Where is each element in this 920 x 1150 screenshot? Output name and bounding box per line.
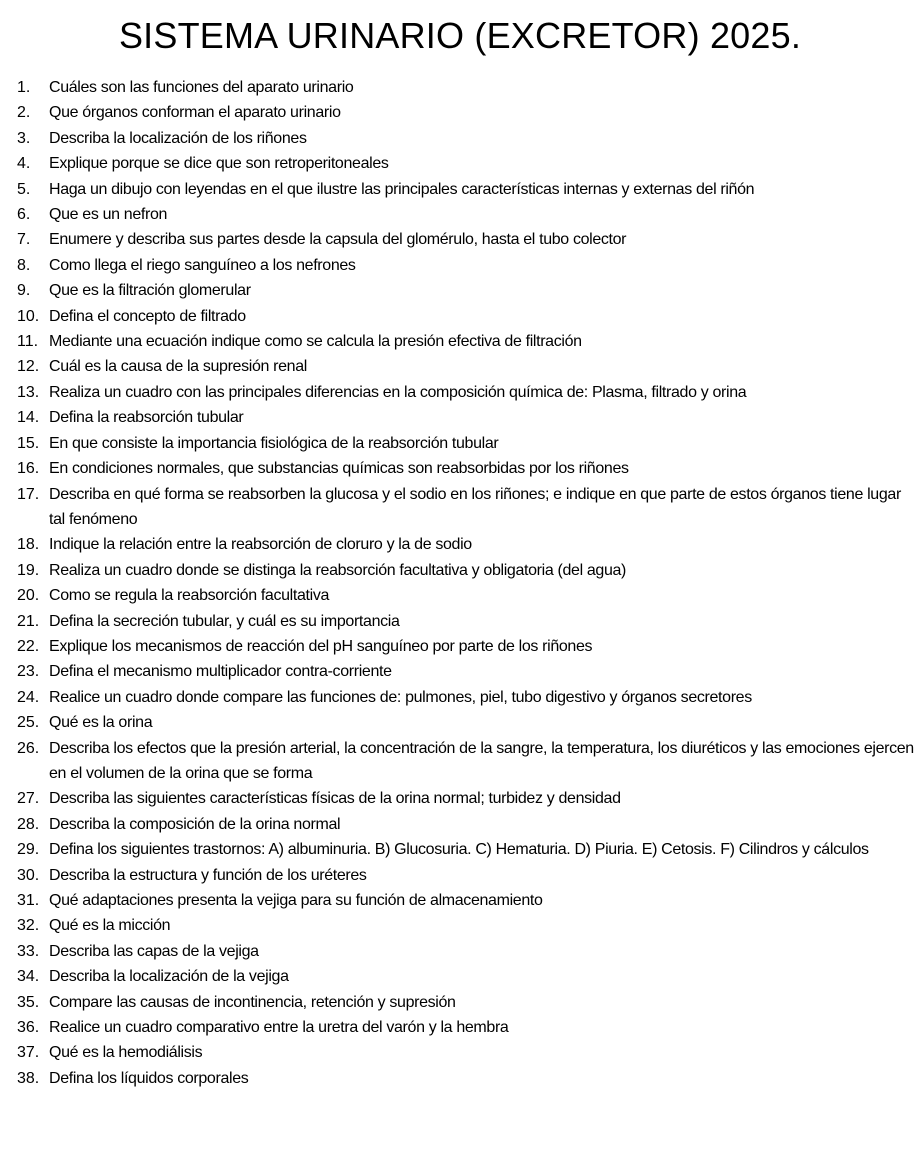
question-number: 33.: [17, 942, 40, 960]
question-item: [0, 609, 920, 634]
question-number: 14.: [17, 409, 40, 427]
question-text: Que órganos conforman el aparato urinario: [49, 104, 341, 122]
question-number: 23.: [17, 663, 40, 681]
question-text: Realiza un cuadro con las principales diferencias en la composición química de: Plasma, filtrado y orina: [49, 383, 747, 401]
question-text: Enumere y describa sus partes desde la capsula del glomérulo, hasta el tubo colector: [49, 231, 627, 249]
question-number: 8.: [17, 256, 31, 274]
question-text: En condiciones normales, que substancias químicas son reabsorbidas por los riñones: [49, 460, 629, 478]
question-text: Que es la filtración glomerular: [49, 282, 251, 300]
question-item: [0, 151, 920, 176]
question-number: 27.: [17, 790, 40, 808]
question-text: Describa la localización de los riñones: [49, 129, 307, 147]
question-text: En que consiste la importancia fisiológica de la reabsorción tubular: [49, 434, 499, 452]
question-item: [0, 329, 920, 354]
question-number: 12.: [17, 358, 40, 376]
question-item: [0, 75, 920, 100]
question-text: Qué adaptaciones presenta la vejiga para su función de almacenamiento: [49, 892, 543, 909]
question-text: Qué es la hemodiálisis: [49, 1044, 203, 1062]
question-text: Defina el concepto de filtrado: [49, 307, 246, 325]
question-item: [0, 1015, 920, 1040]
question-item: [0, 177, 920, 202]
question-text: Explique porque se dice que son retroperitoneales: [49, 155, 389, 173]
question-number: 11.: [17, 333, 39, 351]
question-number: 3.: [17, 129, 31, 147]
question-text: Defina los líquidos corporales: [49, 1069, 249, 1087]
question-number: 18.: [17, 536, 40, 554]
question-number: 30.: [17, 866, 40, 884]
question-text: Realice un cuadro comparativo entre la uretra del varón y la hembra: [49, 1019, 509, 1037]
question-text: Describa los efectos que la presión arterial, la concentración de la sangre, la temperatura, los diuréticos y las emociones ejercen en el volumen de la orina que se forma: [49, 739, 914, 782]
question-item: [0, 405, 920, 430]
question-number: 6.: [17, 206, 31, 224]
question-item: [0, 913, 920, 938]
question-item: [0, 685, 920, 710]
question-text: Compare las causas de incontinencia, retención y supresión: [49, 993, 456, 1011]
question-number: 37.: [17, 1044, 40, 1062]
question-number: 2.: [17, 104, 31, 122]
question-item: [0, 100, 920, 125]
question-text: Cuál es la causa de la supresión renal: [49, 358, 307, 376]
question-number: 1.: [17, 79, 31, 96]
question-text: Defina los siguientes trastornos: A) albuminuria. B) Glucosuria. C) Hematuria. D) Piuria. E) Cetosis. F) Cilindros y cálculos: [49, 841, 869, 859]
question-item: [0, 863, 920, 888]
question-text: Describa la estructura y función de los uréteres: [49, 866, 367, 884]
question-number: 15.: [17, 434, 40, 452]
question-text: Indique la relación entre la reabsorción de cloruro y la de sodio: [49, 536, 472, 554]
question-item: [0, 253, 920, 278]
question-item: [0, 888, 920, 913]
question-item: [0, 710, 920, 735]
question-item: [0, 558, 920, 583]
question-item: [0, 202, 920, 227]
question-item: [0, 786, 920, 811]
question-number: 7.: [17, 231, 31, 249]
question-text: Describa las capas de la vejiga: [49, 942, 259, 960]
question-text: Como llega el riego sanguíneo a los nefrones: [49, 256, 356, 274]
question-number: 25.: [17, 714, 40, 732]
question-number: 10.: [17, 307, 40, 325]
question-text: Realiza un cuadro donde se distinga la reabsorción facultativa y obligatoria (del agua): [49, 561, 627, 579]
question-item: [0, 380, 920, 405]
question-text: Realice un cuadro donde compare las funciones de: pulmones, piel, tubo digestivo y órganos secretores: [49, 688, 752, 706]
question-number: 9.: [17, 282, 31, 300]
question-number: 29.: [17, 841, 40, 859]
question-text: Defina la secreción tubular, y cuál es su importancia: [49, 612, 400, 630]
question-number: 26.: [17, 739, 40, 757]
question-number: 13.: [17, 383, 40, 401]
question-text: Describa las siguientes características físicas de la orina normal; turbidez y densidad: [49, 790, 621, 808]
question-item: [0, 634, 920, 659]
question-item: [0, 583, 920, 608]
question-number: 35.: [17, 993, 40, 1011]
question-item: [0, 278, 920, 303]
question-item: [0, 532, 920, 557]
question-number: 31.: [17, 892, 40, 909]
question-item: [0, 1066, 920, 1091]
question-item: [0, 431, 920, 456]
question-item: [0, 482, 920, 533]
question-text: Como se regula la reabsorción facultativa: [49, 587, 330, 605]
question-number: 21.: [17, 612, 40, 630]
question-text: Describa en qué forma se reabsorben la glucosa y el sodio en los riñones; e indique en que parte de estos órganos tiene lugar tal fenómeno: [49, 485, 901, 528]
question-number: 22.: [17, 637, 40, 655]
question-text: Defina la reabsorción tubular: [49, 409, 244, 427]
question-number: 32.: [17, 917, 40, 935]
question-item: [0, 736, 920, 787]
question-item: [0, 964, 920, 989]
question-number: 17.: [17, 485, 40, 503]
question-item: [0, 659, 920, 684]
question-item: [0, 304, 920, 329]
question-text: Qué es la micción: [49, 917, 171, 935]
question-number: 4.: [17, 155, 31, 173]
question-number: 20.: [17, 587, 40, 605]
page-title: SISTEMA URINARIO (EXCRETOR) 2025.: [118, 15, 802, 56]
question-item: [0, 126, 920, 151]
question-item: [0, 354, 920, 379]
question-item: [0, 456, 920, 481]
question-item: [0, 1040, 920, 1065]
question-number: 28.: [17, 815, 40, 833]
question-number: 38.: [17, 1069, 40, 1087]
question-item: [0, 939, 920, 964]
question-text: Explique los mecanismos de reacción del pH sanguíneo por parte de los riñones: [49, 637, 593, 655]
question-text: Defina el mecanismo multiplicador contra-corriente: [49, 663, 392, 681]
question-list: [0, 75, 920, 1091]
question-text: Mediante una ecuación indique como se calcula la presión efectiva de filtración: [49, 333, 582, 351]
question-number: 36.: [17, 1019, 40, 1037]
question-item: [0, 812, 920, 837]
question-item: [0, 990, 920, 1015]
question-text: Qué es la orina: [49, 714, 153, 732]
question-text: Describa la composición de la orina normal: [49, 815, 341, 833]
question-item: [0, 837, 920, 862]
question-number: 5.: [17, 180, 31, 198]
question-text: Que es un nefron: [49, 206, 168, 224]
question-text: Cuáles son las funciones del aparato urinario: [49, 79, 354, 96]
question-text: Haga un dibujo con leyendas en el que ilustre las principales características internas y externas del riñón: [49, 180, 755, 198]
question-number: 16.: [17, 460, 40, 478]
question-number: 19.: [17, 561, 40, 579]
question-number: 24.: [17, 688, 40, 706]
question-number: 34.: [17, 968, 40, 986]
question-text: Describa la localización de la vejiga: [49, 968, 289, 986]
question-item: [0, 227, 920, 252]
